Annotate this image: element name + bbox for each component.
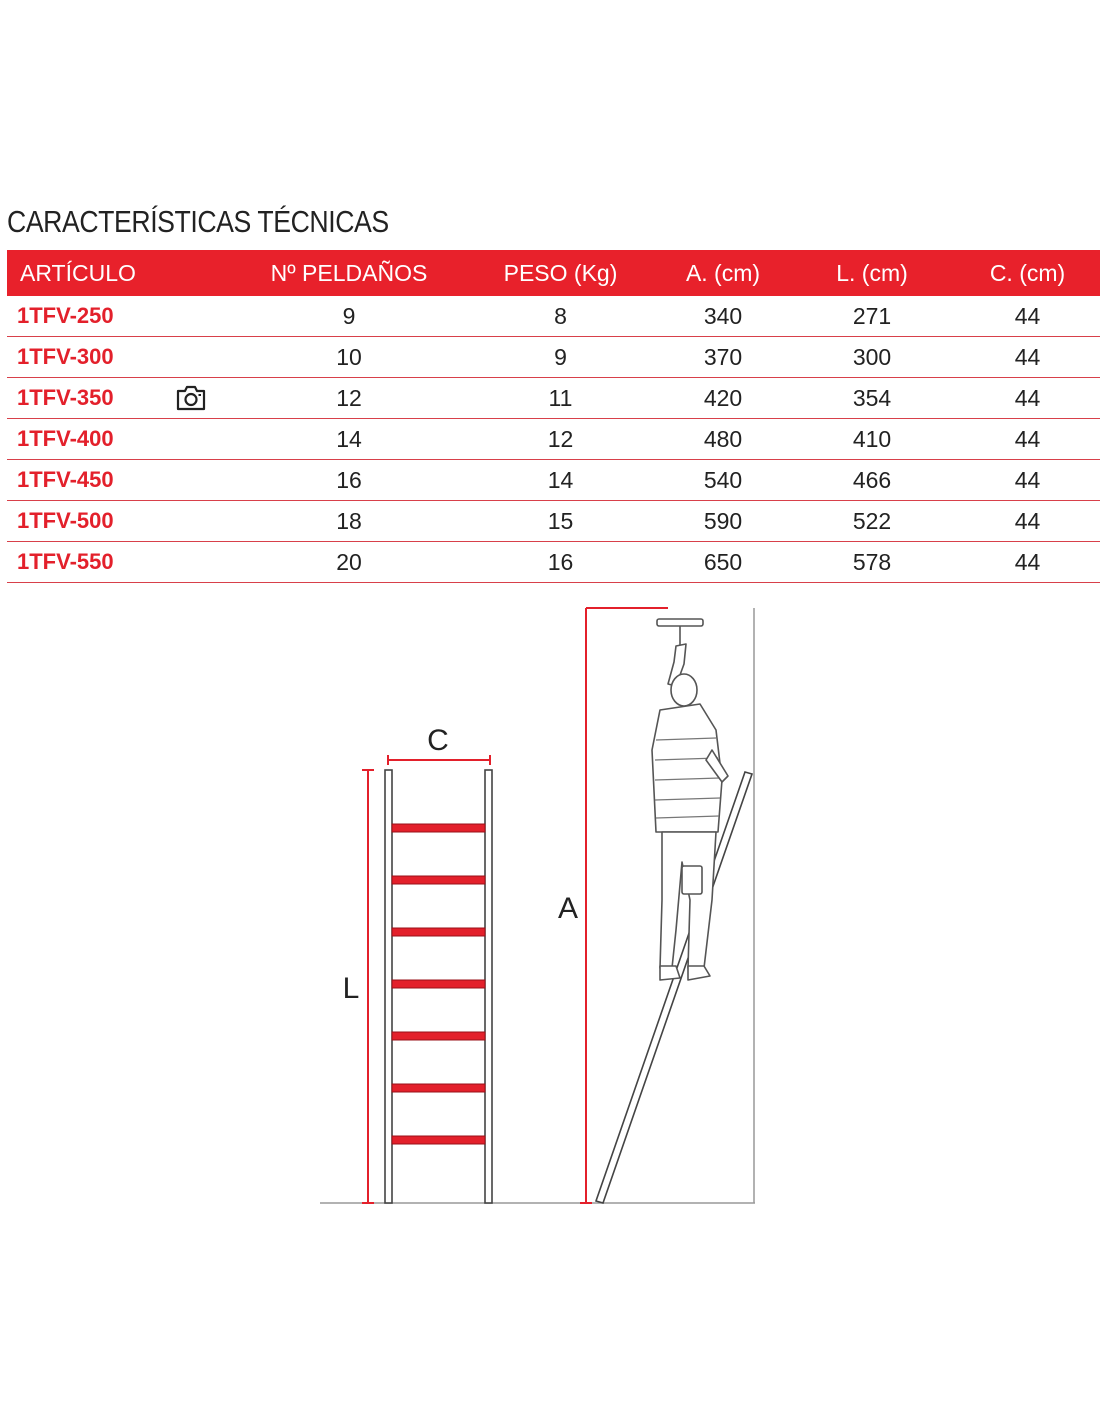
header-l: L. (cm) bbox=[789, 250, 955, 296]
cell-a: 420 bbox=[657, 378, 789, 419]
cell-l: 354 bbox=[789, 378, 955, 419]
cell-l: 271 bbox=[789, 296, 955, 337]
cell-peldanos: 16 bbox=[234, 460, 464, 501]
cell-a: 540 bbox=[657, 460, 789, 501]
dimension-a-label: A bbox=[557, 892, 579, 925]
cell-a: 370 bbox=[657, 337, 789, 378]
cell-l: 578 bbox=[789, 542, 955, 583]
cell-l: 300 bbox=[789, 337, 955, 378]
cell-peldanos: 10 bbox=[234, 337, 464, 378]
header-peldanos: Nº PELDAÑOS bbox=[234, 250, 464, 296]
cell-c: 44 bbox=[955, 501, 1100, 542]
header-a: A. (cm) bbox=[657, 250, 789, 296]
cell-c: 44 bbox=[955, 542, 1100, 583]
ladder-rail-right bbox=[485, 770, 492, 1203]
cell-peso: 8 bbox=[464, 296, 657, 337]
cell-peso: 9 bbox=[464, 337, 657, 378]
articulo-code: 1TFV-350 bbox=[17, 385, 114, 410]
cell-articulo bbox=[7, 337, 234, 378]
cell-a: 340 bbox=[657, 296, 789, 337]
table-header-row bbox=[7, 250, 1100, 296]
ladder-diagram bbox=[0, 600, 1100, 1220]
cell-peso: 14 bbox=[464, 460, 657, 501]
cell-peldanos: 18 bbox=[234, 501, 464, 542]
table-row bbox=[7, 378, 1100, 419]
header-c: C. (cm) bbox=[955, 250, 1100, 296]
cell-articulo bbox=[7, 296, 234, 337]
header-peso: PESO (Kg) bbox=[464, 250, 657, 296]
ladder-rung bbox=[392, 1136, 485, 1144]
table-row bbox=[7, 296, 1100, 337]
cell-l: 522 bbox=[789, 501, 955, 542]
cell-l: 466 bbox=[789, 460, 955, 501]
cell-peldanos: 14 bbox=[234, 419, 464, 460]
ladder-rung bbox=[392, 1032, 485, 1040]
ladder-rung bbox=[392, 980, 485, 988]
cell-c: 44 bbox=[955, 419, 1100, 460]
cell-peso: 15 bbox=[464, 501, 657, 542]
articulo-code: 1TFV-500 bbox=[17, 508, 114, 533]
cell-articulo bbox=[7, 378, 234, 419]
table-row bbox=[7, 460, 1100, 501]
ladder-rail-left bbox=[385, 770, 392, 1203]
cell-a: 480 bbox=[657, 419, 789, 460]
cell-l: 410 bbox=[789, 419, 955, 460]
articulo-code: 1TFV-250 bbox=[17, 303, 114, 328]
cell-articulo bbox=[7, 460, 234, 501]
articulo-code: 1TFV-450 bbox=[17, 467, 114, 492]
cell-peso: 11 bbox=[464, 378, 657, 419]
cell-a: 650 bbox=[657, 542, 789, 583]
cell-peldanos: 20 bbox=[234, 542, 464, 583]
camera-icon[interactable] bbox=[175, 384, 207, 418]
dimension-c-label: C bbox=[427, 724, 449, 757]
cell-c: 44 bbox=[955, 296, 1100, 337]
cell-a: 590 bbox=[657, 501, 789, 542]
table-row bbox=[7, 542, 1100, 583]
ladder-side-view bbox=[558, 608, 754, 1203]
cell-c: 44 bbox=[955, 378, 1100, 419]
ladder-rung bbox=[392, 876, 485, 884]
page-title: CARACTERÍSTICAS TÉCNICAS bbox=[7, 204, 389, 239]
worker-figure bbox=[652, 619, 728, 980]
table-row bbox=[7, 419, 1100, 460]
header-articulo: ARTÍCULO bbox=[7, 250, 234, 296]
dimension-l-label: L bbox=[342, 972, 360, 1005]
cell-articulo bbox=[7, 419, 234, 460]
specs-table bbox=[7, 250, 1100, 583]
table-row bbox=[7, 337, 1100, 378]
cell-peso: 16 bbox=[464, 542, 657, 583]
cell-peso: 12 bbox=[464, 419, 657, 460]
cell-articulo bbox=[7, 501, 234, 542]
articulo-code: 1TFV-550 bbox=[17, 549, 114, 574]
articulo-code: 1TFV-300 bbox=[17, 344, 114, 369]
ladder-rung bbox=[392, 824, 485, 832]
cell-c: 44 bbox=[955, 460, 1100, 501]
ladder-rung bbox=[392, 1084, 485, 1092]
cell-peldanos: 9 bbox=[234, 296, 464, 337]
cell-articulo bbox=[7, 542, 234, 583]
ladder-rung bbox=[392, 928, 485, 936]
cell-c: 44 bbox=[955, 337, 1100, 378]
ladder-front-view bbox=[343, 724, 492, 1203]
cell-peldanos: 12 bbox=[234, 378, 464, 419]
articulo-code: 1TFV-400 bbox=[17, 426, 114, 451]
table-row bbox=[7, 501, 1100, 542]
